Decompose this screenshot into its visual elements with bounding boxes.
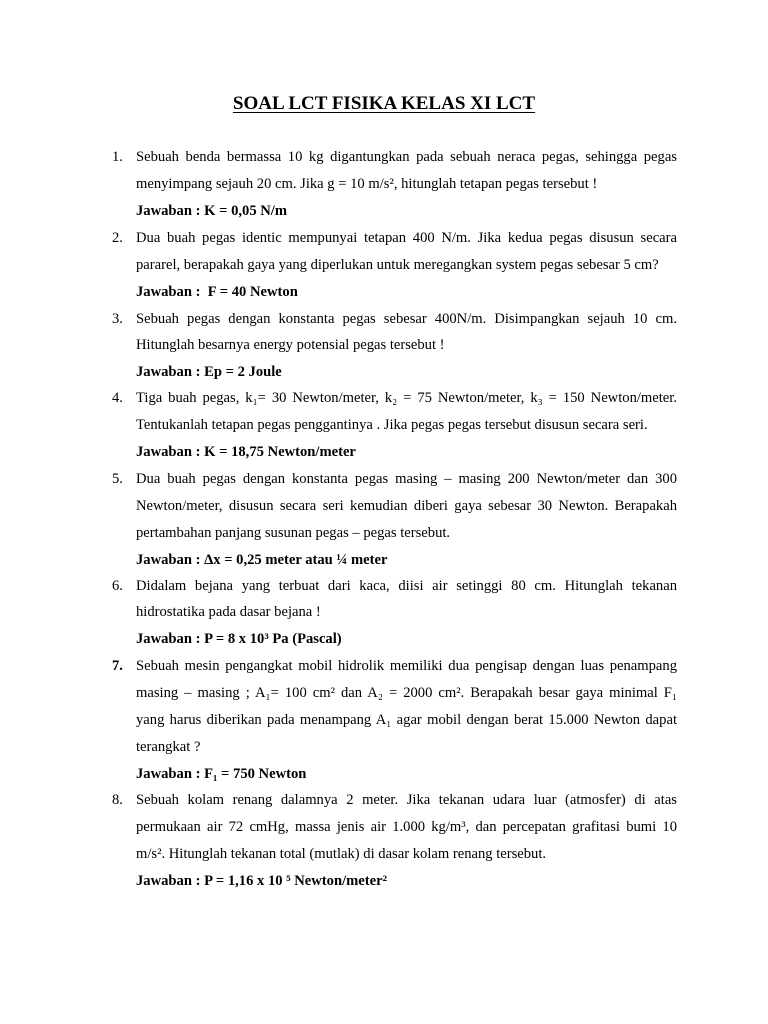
- question-8-line-2: permukaan air 72 cmHg, massa jenis air 1.000 kg/m³, dan percepatan grafitasi bumi 10: [136, 819, 677, 835]
- question-2-line-2: pararel, berapakah gaya yang diperlukan untuk meregangkan system pegas sebesar 5 cm?: [136, 257, 659, 273]
- answer-7: Jawaban : F₁ = 750 Newton: [136, 766, 307, 782]
- page-title: SOAL LCT FISIKA KELAS XI LCT: [232, 93, 536, 114]
- question-number-7: 7.: [112, 658, 123, 674]
- question-number-5: 5.: [112, 471, 123, 487]
- question-5-line-1: Dua buah pegas dengan konstanta pegas masing – masing 200 Newton/meter dan 300: [136, 471, 677, 487]
- question-number-2: 2.: [112, 230, 123, 246]
- question-3-line-2: Hitunglah besarnya energy potensial pegas tersebut !: [136, 337, 445, 353]
- question-8-line-3: m/s². Hitunglah tekanan total (mutlak) di dasar kolam renang tersebut.: [136, 846, 547, 862]
- question-8-line-1: Sebuah kolam renang dalamnya 2 meter. Jika tekanan udara luar (atmosfer) di atas: [136, 792, 677, 808]
- question-3-line-1: Sebuah pegas dengan konstanta pegas sebesar 400N/m. Disimpangkan sejauh 10 cm.: [136, 311, 677, 327]
- question-7-line-3: yang harus diberikan pada menampang A₁ agar mobil dengan berat 15.000 Newton dapat: [136, 712, 677, 728]
- question-number-1: 1.: [112, 149, 123, 165]
- question-7-line-1: Sebuah mesin pengangkat mobil hidrolik memiliki dua pengisap dengan luas penampang: [136, 658, 677, 674]
- question-number-3: 3.: [112, 311, 123, 327]
- question-number-6: 6.: [112, 578, 123, 594]
- question-2-line-1: Dua buah pegas identic mempunyai tetapan 400 N/m. Jika kedua pegas disusun secara: [136, 230, 677, 246]
- question-4-line-1: Tiga buah pegas, k₁= 30 Newton/meter, k₂ = 75 Newton/meter, k₃ = 150 Newton/meter.: [136, 390, 677, 406]
- answer-2: Jawaban : F = 40 Newton: [136, 284, 298, 300]
- question-5-line-2: Newton/meter, disusun secara seri kemudian diberi gaya sebesar 30 Newton. Berapakah: [136, 498, 677, 514]
- question-1-line-2: menyimpang sejauh 20 cm. Jika g = 10 m/s², hitunglah tetapan pegas tersebut !: [136, 176, 598, 192]
- answer-4: Jawaban : K = 18,75 Newton/meter: [136, 444, 356, 460]
- question-1-line-1: Sebuah benda bermassa 10 kg digantungkan pada sebuah neraca pegas, sehingga pegas: [136, 149, 677, 165]
- question-4-line-2: Tentukanlah tetapan pegas penggantinya . Jika pegas pegas tersebut disusun secara seri.: [136, 417, 648, 433]
- question-7-line-4: terangkat ?: [136, 739, 201, 755]
- answer-5: Jawaban : Δx = 0,25 meter atau ¼ meter: [136, 552, 388, 568]
- answer-8: Jawaban : P = 1,16 x 10 ⁵ Newton/meter²: [136, 873, 387, 889]
- answer-1: Jawaban : K = 0,05 N/m: [136, 203, 288, 219]
- question-number-4: 4.: [112, 390, 123, 406]
- question-7-line-2: masing – masing ; A₁= 100 cm² dan A₂ = 2000 cm². Berapakah besar gaya minimal F₁: [136, 685, 677, 701]
- question-5-line-3: pertambahan panjang susunan pegas – pegas tersebut.: [136, 525, 451, 541]
- question-6-line-1: Didalam bejana yang terbuat dari kaca, diisi air setinggi 80 cm. Hitunglah tekanan: [136, 578, 677, 594]
- question-6-line-2: hidrostatika pada dasar bejana !: [136, 604, 321, 620]
- answer-6: Jawaban : P = 8 x 10³ Pa (Pascal): [136, 631, 342, 647]
- answer-3: Jawaban : Ep = 2 Joule: [136, 364, 282, 380]
- question-number-8: 8.: [112, 792, 123, 808]
